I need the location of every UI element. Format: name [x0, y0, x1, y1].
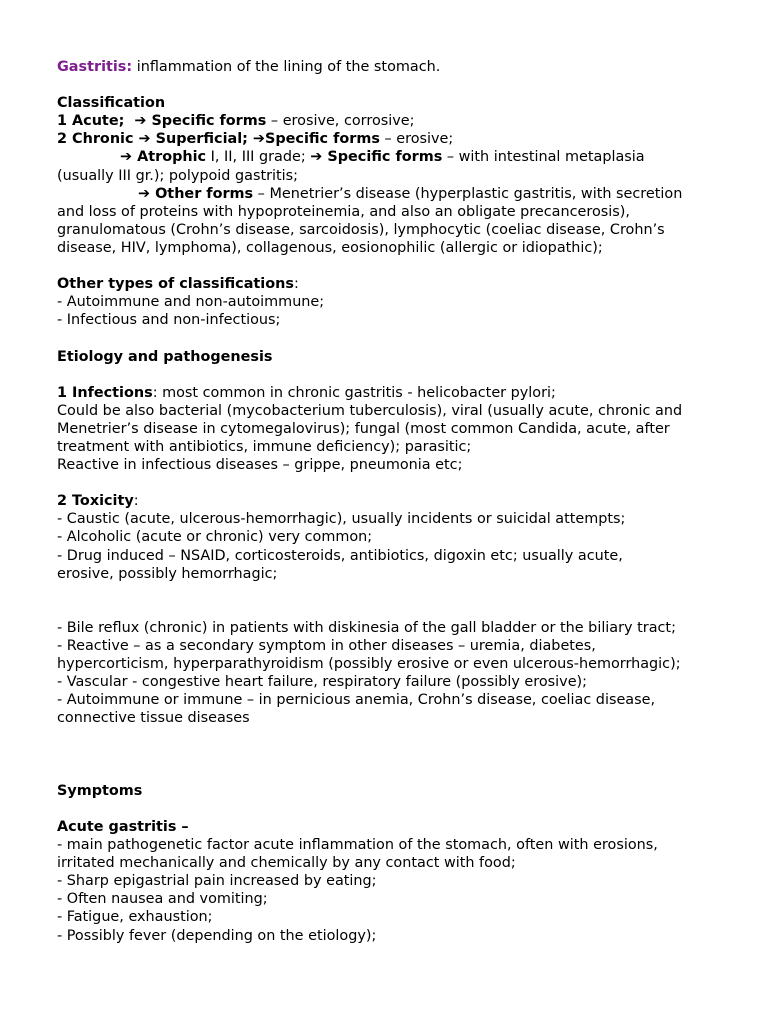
arrow-icon: ➔ [247, 131, 265, 148]
list-item: - Autoimmune or immune – in pernicious anemia, Crohn’s disease, coeliac disease, [57, 692, 656, 709]
specific-forms-label: Specific forms [264, 131, 380, 148]
other-forms-cont: and loss of proteins with hypoproteinemia, and also an obligate precancerosis), [57, 203, 630, 220]
list-item: - Possibly fever (depending on the etiology); [57, 927, 377, 944]
definition-line [57, 58, 737, 76]
blank-line [57, 583, 737, 601]
acute-gastritis-heading: Acute gastritis – [57, 818, 189, 835]
list-item: erosive, possibly hemorrhagic; [57, 565, 278, 582]
arrow-icon: ➔ [138, 131, 156, 148]
chronic-specific-text: – erosive; [379, 131, 454, 148]
term-gastritis: Gastritis: [57, 59, 133, 75]
toxicity-label: 2 Toxicity [57, 493, 134, 510]
chronic-label: 2 Chronic [57, 131, 139, 148]
blank-line [57, 764, 737, 782]
chronic-line [57, 130, 737, 148]
classification-heading: Classification [57, 95, 166, 112]
list-item: - Autoimmune and non-autoimmune; [57, 294, 325, 311]
atrophic-specific-text: – with intestinal metaplasia [442, 149, 645, 166]
blank-line [57, 329, 737, 347]
other-forms-text: – Menetrier’s disease (hyperplastic gastritis, with secretion [253, 185, 683, 202]
document-body [57, 58, 737, 945]
infections-label: 1 Infections [57, 384, 153, 401]
blank-line [57, 601, 737, 619]
blank-line [57, 727, 737, 745]
atrophic-line [57, 148, 737, 166]
paragraph-line: Could be also bacterial (mycobacterium tuberculosis), viral (usually acute, chronic and [57, 402, 683, 419]
list-item: - Bile reflux (chronic) in patients with diskinesia of the gall bladder or the biliary tract; [57, 619, 676, 636]
definition-text: inflammation of the lining of the stomach. [132, 59, 441, 75]
list-item: irritated mechanically and chemically by any contact with food; [57, 855, 516, 872]
atrophic-cont: (usually III gr.); polypoid gastritis; [57, 167, 299, 184]
atrophic-grades: I, II, III grade; [206, 149, 311, 166]
arrow-icon: ➔ [138, 185, 156, 202]
list-item: - Drug induced – NSAID, corticosteroids, antibiotics, digoxin etc; usually acute, [57, 547, 623, 564]
blank-line [57, 257, 737, 275]
list-item: - Caustic (acute, ulcerous-hemorrhagic), usually incidents or suicidal attempts; [57, 511, 626, 528]
other-forms-label: Other forms [155, 185, 254, 202]
list-item: - main pathogenetic factor acute inflammation of the stomach, often with erosions, [57, 837, 658, 854]
other-types-heading-line [57, 275, 737, 293]
acute-line [57, 112, 737, 130]
paragraph-line: Reactive in infectious diseases – grippe, pneumonia etc; [57, 457, 463, 474]
arrow-icon: ➔ [120, 149, 138, 166]
toxicity-colon: : [133, 493, 139, 510]
infections-text: : most common in chronic gastritis - helicobacter pylori; [152, 384, 556, 401]
blank-line [57, 800, 737, 818]
blank-line [57, 366, 737, 384]
arrow-icon: ➔ [310, 149, 328, 166]
other-forms-cont: granulomatous (Crohn’s disease, sarcoidosis), lymphocytic (coeliac disease, Crohn’s [57, 221, 665, 238]
list-item: hypercorticism, hyperparathyroidism (possibly erosive or even ulcerous-hemorrhagic); [57, 656, 681, 673]
arrow-icon: ➔ [124, 113, 152, 130]
symptoms-heading: Symptoms [57, 782, 143, 799]
superficial-label: Superficial; [155, 131, 248, 148]
list-item: - Infectious and non-infectious; [57, 312, 281, 329]
other-forms-cont: disease, HIV, lymphoma), collagenous, eosionophilic (allergic or idiopathic); [57, 239, 603, 256]
list-item: - Reactive – as a secondary symptom in other diseases – uremia, diabetes, [57, 638, 596, 654]
list-item: - Often nausea and vomiting; [57, 891, 268, 908]
list-item: - Vascular - congestive heart failure, respiratory failure (possibly erosive); [57, 674, 588, 691]
other-types-heading: Other types of classifications [57, 276, 294, 293]
paragraph-line: Menetrier’s disease in cytomegalovirus); fungal (most common Candida, acute, after [57, 420, 670, 437]
specific-forms-label: Specific forms [327, 149, 443, 166]
list-item: - Alcoholic (acute or chronic) very common; [57, 529, 373, 546]
infections-line [57, 384, 737, 402]
paragraph-line: treatment with antibiotics, immune deficiency); parasitic; [57, 438, 472, 455]
list-item: - Fatigue, exhaustion; [57, 909, 213, 926]
list-item: connective tissue diseases [57, 710, 250, 727]
other-forms-line [57, 185, 737, 203]
blank-line [57, 746, 737, 764]
atrophic-label: Atrophic [137, 149, 207, 166]
acute-specific-text: – erosive, corrosive; [266, 113, 415, 130]
specific-forms-label: Specific forms [151, 113, 267, 130]
blank-line [57, 474, 737, 492]
toxicity-line [57, 492, 737, 510]
blank-line [57, 76, 737, 94]
acute-label: 1 Acute; [57, 113, 125, 130]
list-item: - Sharp epigastrial pain increased by eating; [57, 873, 377, 890]
other-types-colon: : [293, 276, 299, 293]
etiology-heading: Etiology and pathogenesis [57, 348, 273, 365]
